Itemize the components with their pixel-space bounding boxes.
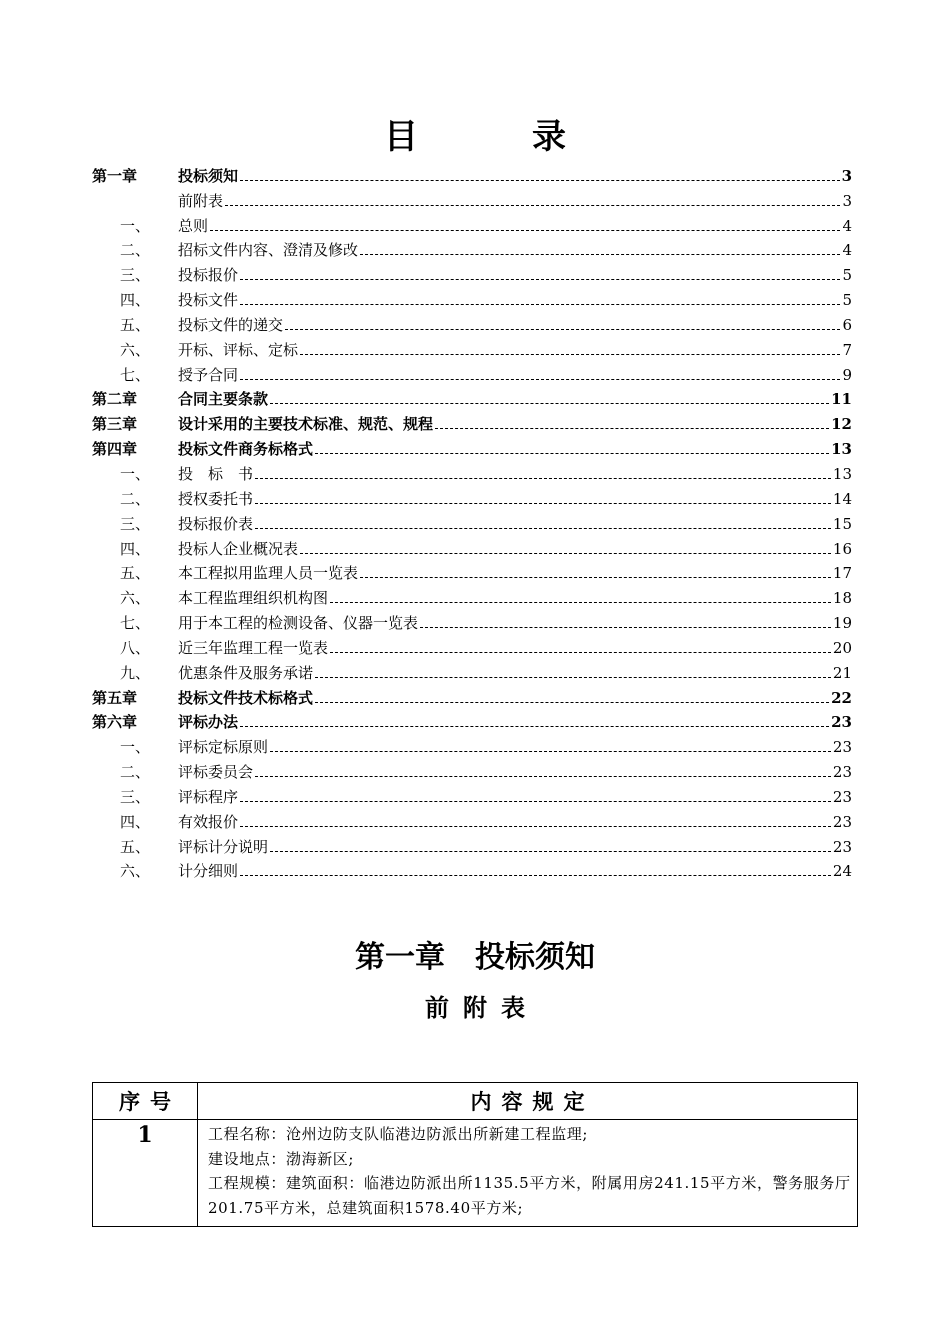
toc-leader-dots [315, 702, 829, 703]
toc-leader-dots [240, 875, 831, 876]
toc-section-entry[interactable] [92, 782, 852, 807]
toc-chapter-entry[interactable] [92, 385, 852, 410]
toc-entry-page: 6 [842, 315, 852, 334]
toc-section-entry[interactable] [92, 583, 852, 608]
toc-entry-number: 七、 [120, 614, 151, 633]
toc-leader-dots [270, 751, 831, 752]
toc-section-entry[interactable] [92, 484, 852, 509]
toc-entry-page: 4 [842, 241, 852, 260]
toc-entry-number: 第五章 [92, 688, 138, 707]
toc-entry-number: 二、 [120, 489, 151, 508]
toc-entry-label: 投 标 书 [178, 464, 254, 483]
toc-entry-number: 三、 [120, 266, 151, 285]
toc-section-entry[interactable] [92, 534, 852, 559]
toc-entry-number: 一、 [120, 216, 151, 235]
toc-section-entry[interactable] [92, 559, 852, 584]
toc-entry-number: 四、 [120, 291, 151, 310]
toc-entry-number: 一、 [120, 464, 151, 483]
toc-leader-dots [420, 627, 831, 628]
toc-entry-label: 投标文件技术标格式 [178, 688, 314, 707]
toc-entry-page: 24 [832, 862, 852, 881]
toc-entry-page: 23 [831, 713, 852, 732]
toc-entry-label: 招标文件内容、澄清及修改 [178, 241, 359, 260]
toc-leader-dots [255, 503, 831, 504]
toc-entry-label: 开标、评标、定标 [178, 340, 299, 359]
toc-entry-label: 投标文件商务标格式 [178, 440, 314, 459]
toc-chapter-entry[interactable] [92, 434, 852, 459]
toc-entry-page: 13 [831, 440, 852, 459]
toc-section-entry[interactable] [92, 807, 852, 832]
toc-entry-label: 评标委员会 [178, 763, 254, 782]
toc-entry-label: 投标人企业概况表 [178, 539, 299, 558]
toc-chapter-entry[interactable] [92, 161, 852, 186]
toc-entry-page: 14 [832, 489, 852, 508]
toc-section-entry[interactable] [92, 857, 852, 882]
content-line: 工程名称：沧州边防支队临港边防派出所新建工程监理; [208, 1125, 589, 1143]
toc-entry-label: 授权委托书 [178, 489, 254, 508]
toc-entry-page: 12 [831, 415, 852, 434]
toc-section-entry[interactable] [92, 757, 852, 782]
toc-section-entry[interactable] [92, 832, 852, 857]
toc-leader-dots [360, 254, 840, 255]
toc-section-entry[interactable] [92, 459, 852, 484]
toc-entry-number: 二、 [120, 241, 151, 260]
toc-entry-page: 23 [832, 812, 852, 831]
toc-entry-number: 八、 [120, 638, 151, 657]
toc-entry-label: 投标文件的递交 [178, 315, 284, 334]
row-index: 1 [93, 1120, 198, 1227]
toc-entry-number: 第二章 [92, 390, 138, 409]
toc-entry-page: 11 [831, 390, 852, 409]
toc-entry-label: 投标文件 [178, 291, 239, 310]
toc-entry-page: 23 [832, 763, 852, 782]
toc-entry-label: 投标须知 [178, 166, 239, 185]
toc-section-entry[interactable] [92, 211, 852, 236]
content-line: 工程规模：建筑面积：临港边防派出所1135.5平方米，附属用房241.15平方米，警务服务厅201.75平方米，总建筑面积1578.40平方米; [208, 1174, 851, 1217]
toc-section-entry[interactable] [92, 335, 852, 360]
toc-entry-page: 16 [832, 539, 852, 558]
toc-entry-number: 四、 [120, 812, 151, 831]
toc-section-entry[interactable] [92, 310, 852, 335]
toc-leader-dots [315, 453, 829, 454]
toc-entry-number: 五、 [120, 315, 151, 334]
toc-entry-page: 7 [842, 340, 852, 359]
toc-leader-dots [330, 602, 831, 603]
toc-entry-label: 设计采用的主要技术标准、规范、规程 [178, 415, 434, 434]
toc-entry-label: 评标定标原则 [178, 738, 269, 757]
toc-entry-label: 评标程序 [178, 787, 239, 806]
toc-entry-number: 一、 [120, 738, 151, 757]
toc-chapter-entry[interactable] [92, 409, 852, 434]
header-index: 序号 [93, 1083, 198, 1120]
toc-section-entry[interactable] [92, 186, 852, 211]
toc-entry-page: 15 [832, 514, 852, 533]
toc-entry-label: 投标报价 [178, 266, 239, 285]
toc-leader-dots [435, 428, 829, 429]
toc-leader-dots [330, 652, 831, 653]
chapter-subtitle: 前附表 [425, 993, 539, 1022]
toc-section-entry[interactable] [92, 360, 852, 385]
toc-entry-label: 计分细则 [178, 862, 239, 881]
toc-entry-number: 五、 [120, 837, 151, 856]
toc-entry-page: 23 [832, 738, 852, 757]
toc-leader-dots [315, 677, 831, 678]
toc-chapter-entry[interactable] [92, 683, 852, 708]
toc-entry-page: 4 [842, 216, 852, 235]
toc-entry-number: 第一章 [92, 166, 138, 185]
toc-entry-page: 23 [832, 787, 852, 806]
toc-leader-dots [360, 577, 831, 578]
toc-entry-page: 13 [832, 464, 852, 483]
toc-entry-number: 六、 [120, 340, 151, 359]
toc-entry-number: 五、 [120, 564, 151, 583]
toc-entry-page: 9 [842, 365, 852, 384]
toc-leader-dots [240, 304, 840, 305]
toc-entry-page: 19 [832, 614, 852, 633]
toc-entry-label: 用于本工程的检测设备、仪器一览表 [178, 614, 419, 633]
toc-entry-label: 合同主要条款 [178, 390, 269, 409]
toc-entry-page: 17 [832, 564, 852, 583]
toc-title: 目 录 [384, 117, 606, 157]
toc-leader-dots [255, 478, 831, 479]
toc-section-entry[interactable] [92, 509, 852, 534]
toc-entry-label: 投标报价表 [178, 514, 254, 533]
toc-entry-page: 5 [842, 291, 852, 310]
toc-section-entry[interactable] [92, 260, 852, 285]
toc-leader-dots [270, 403, 829, 404]
toc-section-entry[interactable] [92, 236, 852, 261]
toc-entry-page: 18 [832, 589, 852, 608]
toc-leader-dots [255, 528, 831, 529]
toc-leader-dots [240, 279, 840, 280]
toc-leader-dots [240, 801, 831, 802]
appendix-table [92, 1082, 858, 1227]
appendix-header-row [93, 1083, 858, 1120]
toc-leader-dots [240, 826, 831, 827]
toc-leader-dots [210, 230, 840, 231]
toc-leader-dots [300, 553, 831, 554]
toc-leader-dots [285, 329, 840, 330]
toc-entry-label: 评标办法 [178, 713, 239, 732]
toc-entry-number: 四、 [120, 539, 151, 558]
toc-entry-label: 本工程监理组织机构图 [178, 589, 329, 608]
toc-entry-label: 前附表 [178, 191, 224, 210]
content-line: 建设地点：渤海新区; [208, 1149, 355, 1168]
toc-entry-page: 23 [832, 837, 852, 856]
toc-entry-label: 授予合同 [178, 365, 239, 384]
chapter-title: 第一章 投标须知 [355, 940, 595, 975]
toc-entry-label: 评标计分说明 [178, 837, 269, 856]
header-content: 内容规定 [198, 1083, 858, 1120]
toc-leader-dots [240, 180, 840, 181]
table-of-contents [92, 161, 852, 881]
toc-entry-number: 六、 [120, 862, 151, 881]
toc-entry-page: 22 [831, 688, 852, 707]
toc-entry-page: 5 [842, 266, 852, 285]
toc-entry-page: 3 [841, 166, 852, 185]
toc-entry-page: 21 [832, 663, 852, 682]
toc-entry-label: 总则 [178, 216, 209, 235]
toc-entry-number: 第三章 [92, 415, 138, 434]
toc-entry-number: 第四章 [92, 440, 138, 459]
toc-entry-label: 本工程拟用监理人员一览表 [178, 564, 359, 583]
toc-entry-label: 有效报价 [178, 812, 239, 831]
toc-entry-number: 二、 [120, 763, 151, 782]
toc-entry-number: 第六章 [92, 713, 138, 732]
toc-entry-number: 七、 [120, 365, 151, 384]
row-content [198, 1120, 858, 1227]
toc-leader-dots [240, 726, 829, 727]
toc-section-entry[interactable] [92, 608, 852, 633]
toc-section-entry[interactable] [92, 658, 852, 683]
toc-section-entry[interactable] [92, 285, 852, 310]
toc-section-entry[interactable] [92, 633, 852, 658]
toc-leader-dots [225, 205, 840, 206]
toc-entry-page: 3 [842, 191, 852, 210]
toc-leader-dots [255, 776, 831, 777]
toc-chapter-entry[interactable] [92, 708, 852, 733]
toc-entry-label: 优惠条件及服务承诺 [178, 663, 314, 682]
toc-entry-number: 三、 [120, 514, 151, 533]
toc-entry-number: 六、 [120, 589, 151, 608]
toc-entry-page: 20 [832, 638, 852, 657]
toc-leader-dots [240, 379, 840, 380]
toc-entry-label: 近三年监理工程一览表 [178, 638, 329, 657]
toc-section-entry[interactable] [92, 732, 852, 757]
table-row [93, 1120, 858, 1227]
toc-leader-dots [270, 851, 831, 852]
toc-entry-number: 三、 [120, 787, 151, 806]
toc-leader-dots [300, 354, 840, 355]
toc-entry-number: 九、 [120, 663, 151, 682]
